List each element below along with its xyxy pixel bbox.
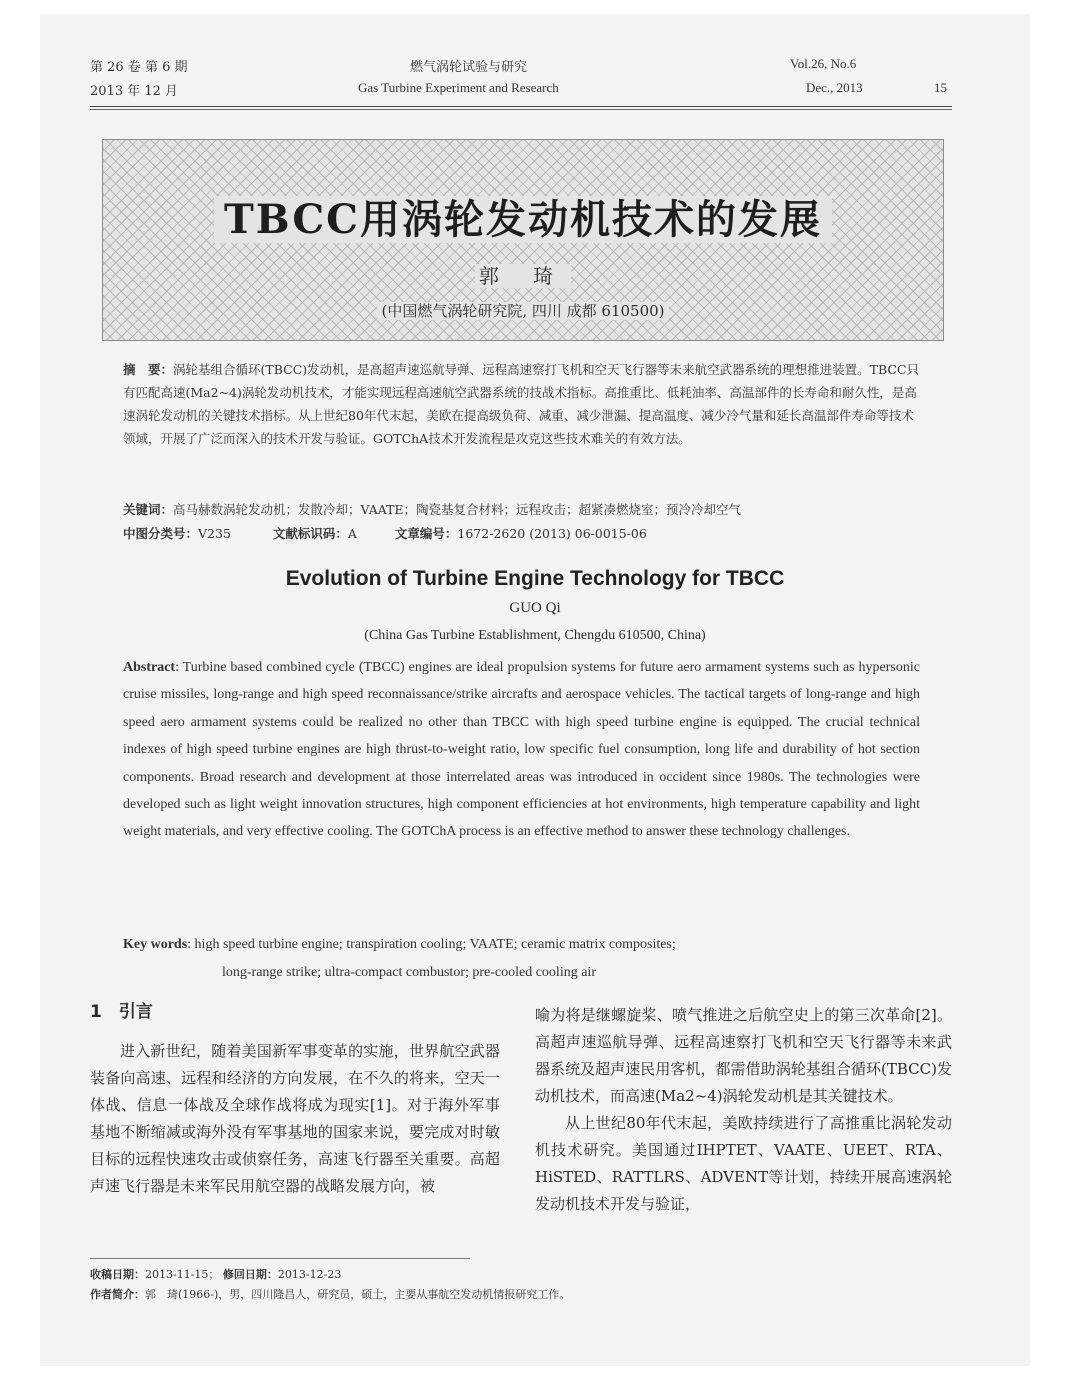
doc-code: A [347,526,357,541]
keywords-en-label: Key words [123,937,188,952]
body-paragraph: 从上世纪80年代末起，美欧持续进行了高推重比涡轮发动机技术研究。美国通过IHPTET、VAATE、UEET、RTA、HiSTED、RATTLRS、ADVENT等计划，持续开展高速涡轮发动机技术开发与验证， [535,1114,952,1213]
footnote-rule [90,1258,470,1259]
abstract-en [123,654,920,846]
abstract-cn-label: 摘 要： [123,362,174,377]
body-paragraph-continued: 喻为将是继螺旋桨、喷气推进之后航空史上的第三次革命[2]。高超声速巡航导弹、远程高速察打飞机和空天飞行器等未来武器系统及超声速民用客机，都需借助涡轮基组合循环(TBCC)发动机技术，而高速(Ma2~4)涡轮发动机是其关键技术。 [535,1006,952,1105]
keywords-cn-text: 高马赫数涡轮发动机；发散冷却；VAATE；陶瓷基复合材料；远程攻击；超紧凑燃烧室；预冷冷却空气 [173,502,742,517]
journal-name-cn: 燃气涡轮试验与研究 [410,60,528,75]
page-number: 15 [934,80,947,95]
abstract-cn-text: 涡轮基组合循环(TBCC)发动机，是高超声速巡航导弹、远程高速察打飞机和空天飞行器等未来航空武器系统的理想推进装置。TBCC只有匹配高速(Ma2~4)涡轮发动机技术，才能实现远程高速航空武器系统的技战术指标。高推重比、低耗油率、高温部件的长寿命和耐久性，是高速涡轮发动机的关键技术指标。从上世纪80年代末起，美欧在提高级负荷、减重、减少泄漏、提高温度、减少冷气量和延长高温部件寿命等技术领域，开展了广泛而深入的技术开发与验证。GOTChA技术开发流程是攻克这些技术难关的有效方法。 [123,362,920,446]
date-cn: 2013 年 12 月 [90,84,179,99]
author-bio: 作者简介：郭 琦(1966-)，男，四川隆昌人，研究员，硕士，主要从事航空发动机情报研究工作。 [90,1288,571,1301]
section-heading: 1 引言 [90,1002,153,1022]
abstract-cn [123,358,923,450]
author-cn: 郭 琦 [103,260,943,289]
body-paragraph: 进入新世纪，随着美国新军事变革的实施，世界航空武器装备向高速、远程和经济的方向发展，在不久的将来，空天一体战、信息一体战及全球作战将成为现实[1]。对于海外军事基地不断缩减或海外没有军事基地的国家来说，要完成对时敏目标的远程快速攻击或侦察任务，高速飞行器至关重要。高超声速飞行器是未来军民用航空器的战略发展方向，被 [90,1042,500,1195]
paper-title-en: Evolution of Turbine Engine Technology for TBCC [285,567,785,590]
paper-title-cn: TBCC用涡轮发动机技术的发展 [103,188,943,245]
affiliation-cn: (中国燃气涡轮研究院, 四川 成都 610500) [103,300,943,321]
keywords-cn [123,498,923,521]
affiliation-en: (China Gas Turbine Establishment, Chengdu 610500, China) [364,628,706,643]
author-en: GUO Qi [509,600,561,616]
body-left-column [90,999,500,1200]
keywords-cn-label: 关键词： [123,502,174,517]
abstract-en-text: : Turbine based combined cycle (TBCC) engines are ideal propulsion systems for future aero armament systems such as hypersonic cruise missiles, long-range and high speed reconnaissance/strike aircrafts and aerospace vehicles. The tactical targets of long-range and high speed aero armament systems could be realized no other than TBCC with high speed turbine engine is equipped. The crucial technical indexes of high speed turbine engines are high thrust-to-weight ratio, low specific fuel consumption, long life and durability of hot section components. Broad research and development at those interrelated areas was introduced in occident since 1980s. The technologies were developed such as light weight innovation structures, high component efficiencies at hot environments, high temperature capability and light weight materials, and very effective cooling. The GOTChA process is an effective method to answer these technology challenges. [123,660,920,840]
abstract-en-label: Abstract [123,660,176,675]
body-right-column [535,1002,952,1218]
article-number: 1672-2620 (2013) 06-0015-06 [457,526,647,541]
title-banner [102,139,944,341]
volume-issue-cn: 第 26 卷 第 6 期 [90,60,188,75]
received-dates: 收稿日期：2013-11-15； 修回日期：2013-12-23 [90,1268,342,1281]
header-rule-thin [90,109,952,110]
clc-number: V235 [198,526,231,541]
volume-issue-en: Vol.26, No.6 [790,56,857,71]
keywords-en: Key words: high speed turbine engine; transpiration cooling; VAATE; ceramic matrix composites; long-range strike; ultra-compact combustor; pre-cooled cooling air [123,937,676,980]
classification-line: 中图分类号：V235 文献标识码：A 文章编号：1672-2620 (2013) 06-0015-06 [123,526,647,541]
header-rule [90,106,952,107]
date-en: Dec., 2013 [806,80,863,95]
journal-page [40,14,1030,1366]
journal-name-en: Gas Turbine Experiment and Research [358,80,559,95]
